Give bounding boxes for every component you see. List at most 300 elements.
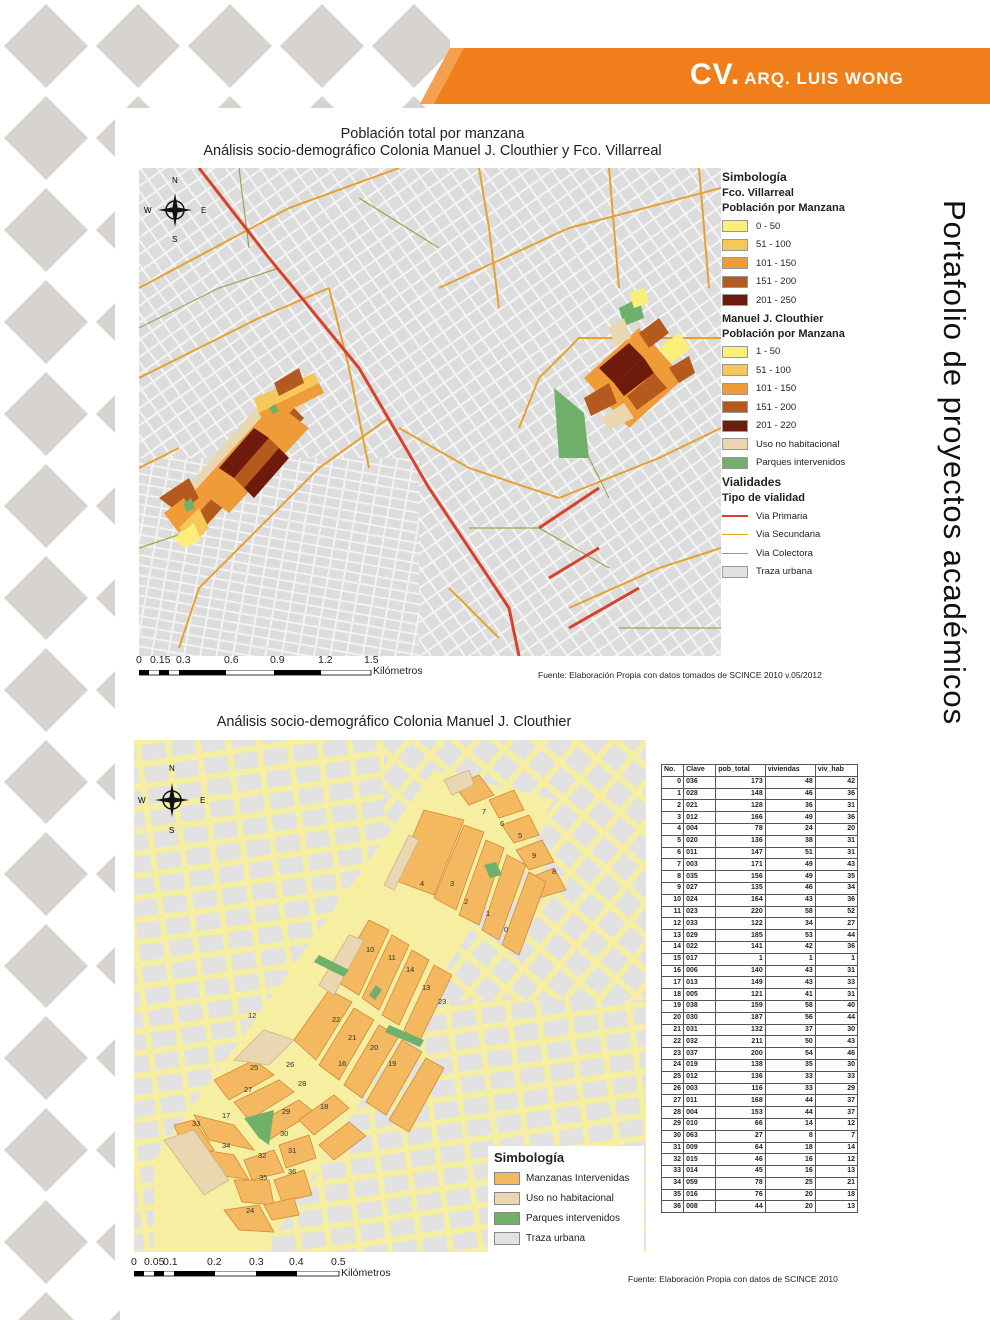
map1-source: Fuente: Elaboración Propia con datos tomados de SCINCE 2010 v.05/2012 xyxy=(538,670,822,680)
table-cell: 32 xyxy=(662,1154,684,1166)
header-cv: CV. xyxy=(690,58,741,91)
table-cell: 25 xyxy=(662,1071,684,1083)
table-cell: 3 xyxy=(662,812,684,824)
legend2-label: Manzanas Intervenidas xyxy=(526,1172,630,1184)
block-label: 18 xyxy=(320,1102,329,1111)
table-cell: 18 xyxy=(662,989,684,1001)
legend-road-item xyxy=(722,563,882,582)
scale-tick-label: 0.5 xyxy=(331,1256,346,1268)
block-label: 33 xyxy=(192,1119,201,1128)
table-cell: 011 xyxy=(684,847,716,859)
legend-road-item xyxy=(722,507,882,526)
table-row xyxy=(662,835,858,847)
legend-villarreal-swatch xyxy=(722,239,748,251)
table-row xyxy=(662,823,858,835)
legend-clouthier-swatch xyxy=(722,457,748,469)
table-cell: 032 xyxy=(684,1036,716,1048)
scale-tick-label: 0.05 xyxy=(144,1256,165,1268)
legend-villarreal-item xyxy=(722,273,882,292)
table-cell: 147 xyxy=(716,847,766,859)
table-row xyxy=(662,812,858,824)
legend-villarreal-label: 51 - 100 xyxy=(756,239,791,251)
block-label: 31 xyxy=(288,1146,297,1155)
legend-group2-items xyxy=(722,343,882,473)
legend-villarreal-label: 0 - 50 xyxy=(756,220,781,232)
table-cell: 028 xyxy=(684,788,716,800)
legend-group3-sub: Tipo de vialidad xyxy=(722,492,805,504)
table-row xyxy=(662,1118,858,1130)
table-cell: 20 xyxy=(662,1012,684,1024)
table-cell: 46 xyxy=(815,1048,857,1060)
table-row xyxy=(662,906,858,918)
legend-villarreal-label: 151 - 200 xyxy=(756,276,797,288)
header-name: ARQ. LUIS WONG xyxy=(744,69,904,88)
table-row xyxy=(662,788,858,800)
table-cell: 49 xyxy=(765,812,815,824)
table-cell: 171 xyxy=(716,859,766,871)
table-cell: 1 xyxy=(662,788,684,800)
table-cell: 14 xyxy=(662,941,684,953)
legend-villarreal-item xyxy=(722,217,882,236)
scale-tick-label: 1.5 xyxy=(364,654,379,666)
table-cell: 43 xyxy=(815,1036,857,1048)
table-cell: 18 xyxy=(765,1142,815,1154)
legend-villarreal-swatch xyxy=(722,257,748,269)
map1-compass-s: S xyxy=(172,235,178,244)
header-title xyxy=(690,58,940,98)
table-cell: 063 xyxy=(684,1130,716,1142)
table-cell: 36 xyxy=(815,812,857,824)
table-cell: 31 xyxy=(815,800,857,812)
table-cell: 6 xyxy=(662,847,684,859)
table-cell: 004 xyxy=(684,823,716,835)
table-cell: 24 xyxy=(662,1059,684,1071)
table-cell: 006 xyxy=(684,965,716,977)
table-cell: 52 xyxy=(815,906,857,918)
table-cell: 17 xyxy=(662,977,684,989)
table-cell: 78 xyxy=(716,1177,766,1189)
table-cell: 43 xyxy=(815,859,857,871)
table-cell: 122 xyxy=(716,918,766,930)
table-row xyxy=(662,1071,858,1083)
table-cell: 14 xyxy=(765,1118,815,1130)
table-row xyxy=(662,1177,858,1189)
table-cell: 48 xyxy=(765,776,815,788)
scale-tick-label: 0.6 xyxy=(224,654,239,666)
map1-scale-graphic xyxy=(139,670,379,676)
legend-group1-sub: Población por Manzana xyxy=(722,202,845,214)
block-label: 20 xyxy=(370,1043,379,1052)
map2-source: Fuente: Elaboración Propia con datos de SCINCE 2010 xyxy=(628,1274,838,1284)
table-body xyxy=(662,776,858,1212)
table-cell: 33 xyxy=(662,1166,684,1178)
table-cell: 148 xyxy=(716,788,766,800)
map1-scale-unit: Kilómetros xyxy=(373,665,423,677)
table-cell: 44 xyxy=(765,1095,815,1107)
legend2-items xyxy=(494,1168,638,1248)
table-cell: 16 xyxy=(662,965,684,977)
table-cell: 140 xyxy=(716,965,766,977)
table-cell: 34 xyxy=(815,882,857,894)
table-cell: 31 xyxy=(815,989,857,1001)
table-cell: 005 xyxy=(684,989,716,1001)
map1-compass-e: E xyxy=(201,206,207,215)
table-row xyxy=(662,1107,858,1119)
table-cell: 27 xyxy=(815,918,857,930)
table-cell: 037 xyxy=(684,1048,716,1060)
block-label: 14 xyxy=(406,965,415,974)
table-row xyxy=(662,847,858,859)
legend-villarreal-swatch xyxy=(722,294,748,306)
legend2-item xyxy=(494,1168,638,1188)
legend2-item xyxy=(494,1208,638,1228)
legend-title: Simbología xyxy=(722,170,787,184)
scale-tick-label: 0.9 xyxy=(270,654,285,666)
table-cell: 42 xyxy=(815,776,857,788)
legend-clouthier-item xyxy=(722,454,882,473)
table-cell: 164 xyxy=(716,894,766,906)
table-cell: 023 xyxy=(684,906,716,918)
block-label: 7 xyxy=(482,807,487,816)
map2-title: Análisis socio-demográfico Colonia Manuel J. Clouthier xyxy=(216,714,572,730)
table-cell: 35 xyxy=(662,1189,684,1201)
legend-group1: Fco. Villarreal xyxy=(722,187,794,199)
legend-clouthier-swatch xyxy=(722,401,748,413)
table-cell: 13 xyxy=(815,1166,857,1178)
table-cell: 149 xyxy=(716,977,766,989)
table-row xyxy=(662,930,858,942)
table-cell: 021 xyxy=(684,800,716,812)
table-cell: 003 xyxy=(684,859,716,871)
table-cell: 059 xyxy=(684,1177,716,1189)
table-row xyxy=(662,1024,858,1036)
block-label: 6 xyxy=(500,819,505,828)
block-label: 32 xyxy=(258,1151,267,1160)
map1 xyxy=(139,168,721,656)
table-cell: 135 xyxy=(716,882,766,894)
table-row xyxy=(662,776,858,788)
legend-clouthier-item xyxy=(722,361,882,380)
table-cell: 132 xyxy=(716,1024,766,1036)
scale-tick-label: 0.2 xyxy=(207,1256,222,1268)
table-cell: 40 xyxy=(815,1000,857,1012)
block-label: 10 xyxy=(366,945,375,954)
table-cell: 7 xyxy=(662,859,684,871)
legend-road-item xyxy=(722,544,882,563)
table-row xyxy=(662,1048,858,1060)
legend-group3: Vialidades xyxy=(722,475,782,489)
table-cell: 13 xyxy=(815,1201,857,1213)
scale-tick-label: 0.1 xyxy=(163,1256,178,1268)
table-cell: 173 xyxy=(716,776,766,788)
table-cell: 36 xyxy=(765,800,815,812)
table-cell: 42 xyxy=(765,941,815,953)
table-header-cell: viviendas xyxy=(765,765,815,777)
table-cell: 36 xyxy=(815,788,857,800)
table-row xyxy=(662,1201,858,1213)
block-label: 11 xyxy=(388,953,396,962)
legend-clouthier-item xyxy=(722,417,882,436)
map2-legend xyxy=(488,1146,644,1254)
table-cell: 54 xyxy=(765,1048,815,1060)
block-label: 1 xyxy=(486,909,491,918)
legend-clouthier-swatch xyxy=(722,364,748,376)
table-cell: 015 xyxy=(684,1154,716,1166)
scale-tick-label: 0 xyxy=(131,1256,137,1268)
legend2-title: Simbología xyxy=(494,1150,565,1165)
legend-villarreal-item xyxy=(722,236,882,255)
map2-scale-graphic xyxy=(134,1271,354,1277)
map1-compass-w: W xyxy=(144,206,152,215)
table-cell: 21 xyxy=(815,1177,857,1189)
table-cell: 156 xyxy=(716,871,766,883)
table-cell: 30 xyxy=(662,1130,684,1142)
legend2-item xyxy=(494,1188,638,1208)
block-label: 19 xyxy=(388,1059,397,1068)
table-cell: 008 xyxy=(684,1201,716,1213)
table-cell: 46 xyxy=(716,1154,766,1166)
table-cell: 27 xyxy=(662,1095,684,1107)
table-cell: 016 xyxy=(684,1189,716,1201)
table-cell: 78 xyxy=(716,823,766,835)
map2-compass-w: W xyxy=(138,796,146,805)
table-cell: 004 xyxy=(684,1107,716,1119)
table-cell: 35 xyxy=(815,871,857,883)
table-cell: 2 xyxy=(662,800,684,812)
legend-roads xyxy=(722,507,882,581)
table-cell: 15 xyxy=(662,953,684,965)
table-header-cell: No. xyxy=(662,765,684,777)
table-cell: 7 xyxy=(815,1130,857,1142)
scale-tick-label: 1.2 xyxy=(318,654,333,666)
table-cell: 20 xyxy=(765,1189,815,1201)
block-label: 2 xyxy=(464,897,469,906)
table-cell: 22 xyxy=(662,1036,684,1048)
table-cell: 16 xyxy=(765,1166,815,1178)
table-cell: 46 xyxy=(765,882,815,894)
table-cell: 136 xyxy=(716,1071,766,1083)
legend-clouthier-swatch xyxy=(722,438,748,450)
table-cell: 1 xyxy=(765,953,815,965)
block-label: 16 xyxy=(338,1059,347,1068)
legend-group2-sub: Población por Manzana xyxy=(722,327,845,340)
block-label: 9 xyxy=(532,851,537,860)
table-cell: 011 xyxy=(684,1095,716,1107)
table-cell: 029 xyxy=(684,930,716,942)
table-cell: 8 xyxy=(662,871,684,883)
map2-scale-unit: Kilómetros xyxy=(341,1267,391,1279)
table-cell: 10 xyxy=(662,894,684,906)
table-cell: 43 xyxy=(765,894,815,906)
block-label: 36 xyxy=(288,1167,297,1176)
table-row xyxy=(662,859,858,871)
legend-group2: Manuel J. Clouthier xyxy=(722,312,824,325)
side-title-text: Portafolio de proyectos académicos xyxy=(937,200,972,726)
legend-group1-items xyxy=(722,217,882,310)
table-cell: 20 xyxy=(815,823,857,835)
legend-clouthier-swatch xyxy=(722,420,748,432)
table-cell: 29 xyxy=(815,1083,857,1095)
legend-clouthier-label: 51 - 100 xyxy=(756,364,791,376)
table-row xyxy=(662,1166,858,1178)
legend-clouthier-label: Parques intervenidos xyxy=(756,457,846,469)
table-row xyxy=(662,871,858,883)
table-cell: 5 xyxy=(662,835,684,847)
block-label: 5 xyxy=(518,831,523,840)
legend2-swatch xyxy=(494,1192,520,1205)
table-cell: 220 xyxy=(716,906,766,918)
table-cell: 30 xyxy=(815,1059,857,1071)
table-header-row xyxy=(662,765,858,777)
legend2-item xyxy=(494,1228,638,1248)
block-label: 13 xyxy=(422,983,431,992)
legend2-label: Uso no habitacional xyxy=(526,1192,614,1204)
table-cell: 11 xyxy=(662,906,684,918)
table-cell: 33 xyxy=(765,1071,815,1083)
table-header-cell: pob_total xyxy=(716,765,766,777)
table-row xyxy=(662,800,858,812)
table-cell: 37 xyxy=(815,1107,857,1119)
table-cell: 44 xyxy=(716,1201,766,1213)
map2-scale-bar xyxy=(131,1256,431,1284)
table-cell: 211 xyxy=(716,1036,766,1048)
block-label: 24 xyxy=(246,1206,255,1215)
table-cell: 010 xyxy=(684,1118,716,1130)
table-cell: 009 xyxy=(684,1142,716,1154)
table-cell: 012 xyxy=(684,812,716,824)
table-cell: 017 xyxy=(684,953,716,965)
table-cell: 136 xyxy=(716,835,766,847)
block-label: 34 xyxy=(222,1141,231,1150)
legend2-swatch xyxy=(494,1232,520,1245)
legend-clouthier-label: 151 - 200 xyxy=(756,401,797,413)
table-cell: 33 xyxy=(815,977,857,989)
table-cell: 116 xyxy=(716,1083,766,1095)
legend-clouthier-label: 101 - 150 xyxy=(756,383,797,395)
legend-road-label: Via Primaria xyxy=(756,510,808,522)
table-row xyxy=(662,918,858,930)
scale-tick-label: 0 xyxy=(136,654,142,666)
table-row xyxy=(662,953,858,965)
table-cell: 036 xyxy=(684,776,716,788)
table-cell: 12 xyxy=(815,1118,857,1130)
legend2-swatch xyxy=(494,1212,520,1225)
table-cell: 8 xyxy=(765,1130,815,1142)
table-cell: 024 xyxy=(684,894,716,906)
table-cell: 027 xyxy=(684,882,716,894)
table-cell: 64 xyxy=(716,1142,766,1154)
table-cell: 58 xyxy=(765,906,815,918)
side-title xyxy=(936,200,976,820)
table-cell: 27 xyxy=(716,1130,766,1142)
table-cell: 200 xyxy=(716,1048,766,1060)
table-cell: 019 xyxy=(684,1059,716,1071)
table-cell: 24 xyxy=(765,823,815,835)
table-row xyxy=(662,1059,858,1071)
block-label: 4 xyxy=(420,879,425,888)
table-cell: 19 xyxy=(662,1000,684,1012)
table-row xyxy=(662,882,858,894)
table-cell: 022 xyxy=(684,941,716,953)
table-cell: 45 xyxy=(716,1166,766,1178)
table-cell: 35 xyxy=(765,1059,815,1071)
table-cell: 31 xyxy=(815,965,857,977)
table-cell: 33 xyxy=(765,1083,815,1095)
legend-road-swatch xyxy=(722,566,748,578)
legend-villarreal-label: 201 - 250 xyxy=(756,294,797,306)
table-header-cell: viv_hab xyxy=(815,765,857,777)
table-cell: 49 xyxy=(765,871,815,883)
map2-compass-s: S xyxy=(169,826,175,835)
table-row xyxy=(662,1154,858,1166)
legend-villarreal-swatch xyxy=(722,220,748,232)
table-row xyxy=(662,989,858,1001)
table-cell: 43 xyxy=(765,977,815,989)
table-cell: 185 xyxy=(716,930,766,942)
table-cell: 1 xyxy=(716,953,766,965)
block-label: 12 xyxy=(248,1011,257,1020)
scale-tick-label: 0.15 xyxy=(150,654,171,666)
table-row xyxy=(662,1142,858,1154)
table-cell: 34 xyxy=(765,918,815,930)
table-cell: 23 xyxy=(662,1048,684,1060)
table-cell: 033 xyxy=(684,918,716,930)
table-cell: 18 xyxy=(815,1189,857,1201)
block-label: 17 xyxy=(222,1111,231,1120)
block-label: 21 xyxy=(348,1033,357,1042)
table-cell: 035 xyxy=(684,871,716,883)
block-label: 30 xyxy=(280,1129,289,1138)
legend-road-label: Via Colectora xyxy=(756,547,813,559)
table-row xyxy=(662,894,858,906)
block-label: 22 xyxy=(332,1015,341,1024)
table-cell: 31 xyxy=(815,835,857,847)
legend-clouthier-swatch xyxy=(722,383,748,395)
table-cell: 36 xyxy=(815,894,857,906)
table-row xyxy=(662,1130,858,1142)
table-cell: 014 xyxy=(684,1166,716,1178)
block-label: 27 xyxy=(244,1085,253,1094)
legend-villarreal-swatch xyxy=(722,276,748,288)
table-cell: 30 xyxy=(815,1024,857,1036)
table-cell: 28 xyxy=(662,1107,684,1119)
block-label: 23 xyxy=(438,997,447,1006)
block-label: 29 xyxy=(282,1107,291,1116)
table-cell: 66 xyxy=(716,1118,766,1130)
table-cell: 159 xyxy=(716,1000,766,1012)
table-cell: 37 xyxy=(765,1024,815,1036)
table-row xyxy=(662,965,858,977)
table-cell: 187 xyxy=(716,1012,766,1024)
table-cell: 56 xyxy=(765,1012,815,1024)
table-cell: 33 xyxy=(815,1071,857,1083)
map2-compass-n: N xyxy=(169,764,175,773)
map1-title-line2: Análisis socio-demográfico Colonia Manuel J. Clouthier y Fco. Villarreal xyxy=(203,143,662,159)
table-cell: 031 xyxy=(684,1024,716,1036)
map1-scale-bar xyxy=(136,654,436,682)
legend-clouthier-swatch xyxy=(722,346,748,358)
legend-clouthier-item xyxy=(722,343,882,362)
table-row xyxy=(662,1083,858,1095)
legend-clouthier-item xyxy=(722,435,882,454)
table-cell: 44 xyxy=(815,1012,857,1024)
table-cell: 49 xyxy=(765,859,815,871)
table-cell: 51 xyxy=(765,847,815,859)
table-cell: 26 xyxy=(662,1083,684,1095)
legend-clouthier-label: Uso no habitacional xyxy=(756,438,840,450)
table-cell: 20 xyxy=(765,1201,815,1213)
table-cell: 12 xyxy=(662,918,684,930)
